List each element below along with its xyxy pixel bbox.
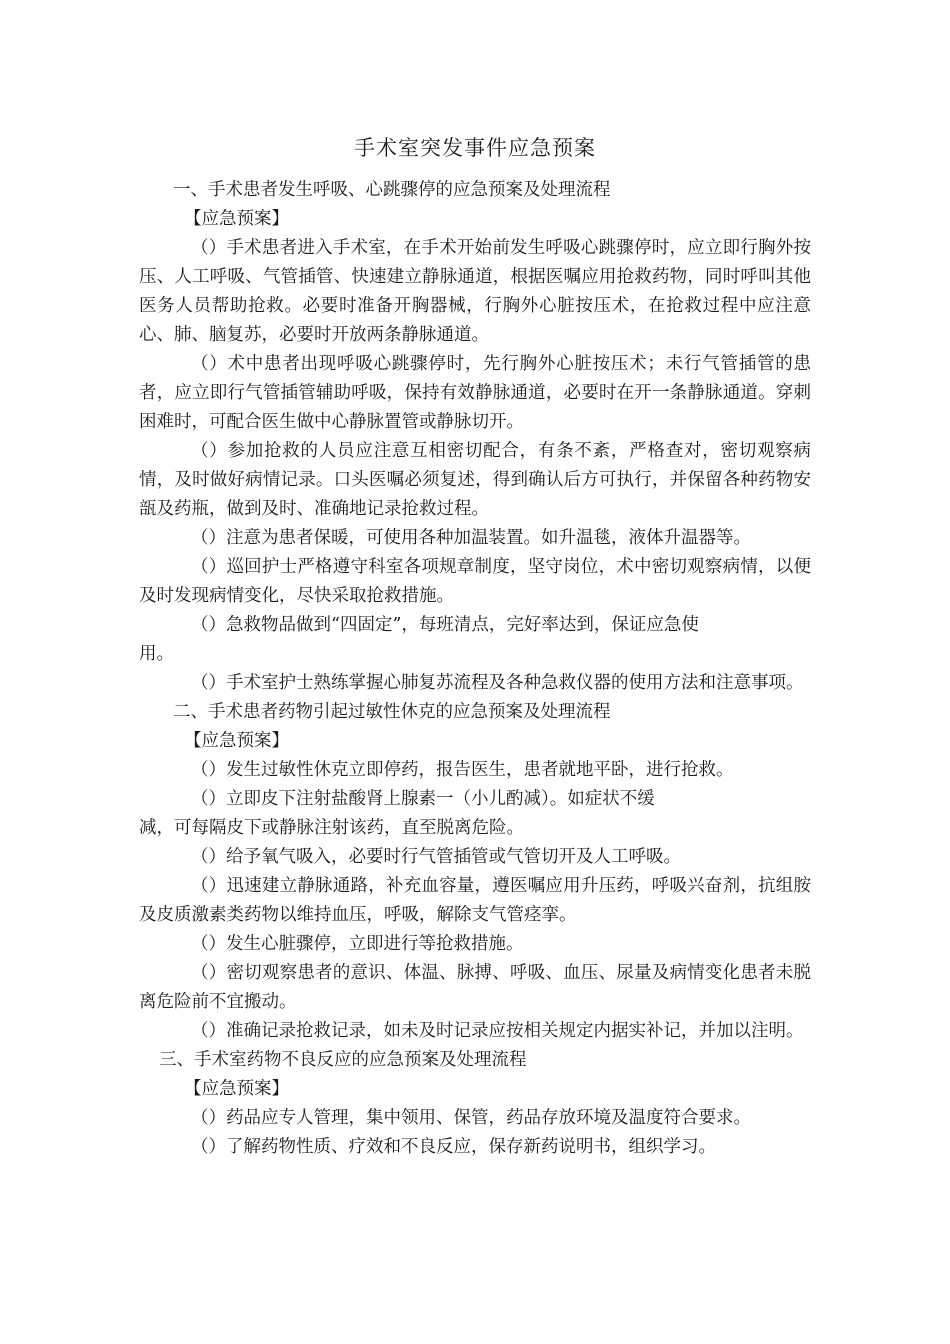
list-item: （）药品应专人管理，集中领用、保管，药品存放环境及温度符合要求。 xyxy=(191,1108,751,1128)
list-item: （）发生心脏骤停，立即进行等抢救措施。 xyxy=(191,934,524,954)
list-item: （）巡回护士严格遵守科室各项规章制度，坚守岗位，术中密切观察病情，以便及时发现病情变化，尽快采取抢救措施。 xyxy=(139,557,811,606)
list-item: （）迅速建立静脉通路，补充血容量，遵医嘱应用升压药，呼吸兴奋剂，抗组胺及皮质激素类药物以维持血压，呼吸，解除支气管痉挛。 xyxy=(139,876,811,925)
list-item: （）急救物品做到“四固定”，每班清点，完好率达到，保证应急使 xyxy=(191,615,699,635)
section-heading: 二、手术患者药物引起过敏性休克的应急预案及处理流程 xyxy=(173,702,611,722)
list-item: （）给予氧气吸入，必要时行气管插管或气管切开及人工呼吸。 xyxy=(191,847,681,867)
section-tag: 【应急预案】 xyxy=(184,209,289,229)
section-heading: 三、手术室药物不良反应的应急预案及处理流程 xyxy=(159,1050,527,1070)
list-item: （）密切观察患者的意识、体温、脉搏、呼吸、血压、尿量及病情变化患者未脱离危险前不宜搬动。 xyxy=(139,963,811,1012)
list-item: （）参加抢救的人员应注意互相密切配合，有条不紊，严格查对，密切观察病情，及时做好病情记录。口头医嘱必须复述，得到确认后方可执行，并保留各种药物安瓿及药瓶，做到及时、准确地记录抢救过程。 xyxy=(139,441,811,519)
list-item: （）了解药物性质、疗效和不良反应，保存新药说明书，组织学习。 xyxy=(191,1137,716,1157)
list-item: （）立即皮下注射盐酸肾上腺素一（小儿酌减）。如症状不缓 xyxy=(191,789,655,809)
list-item: （）注意为患者保暖，可使用各种加温装置。如升温毯，液体升温器等。 xyxy=(191,528,751,548)
list-item: （）手术室护士熟练掌握心肺复苏流程及各种急救仪器的使用方法和注意事项。 xyxy=(191,673,804,693)
list-item-continuation: 用。 xyxy=(139,644,174,664)
document-title: 手术室突发事件应急预案 xyxy=(354,136,596,160)
section-heading: 一、手术患者发生呼吸、心跳骤停的应急预案及处理流程 xyxy=(173,180,611,200)
list-item: （）准确记录抢救记录，如未及时记录应按相关规定内据实补记，并加以注明。 xyxy=(191,1021,804,1041)
section-tag: 【应急预案】 xyxy=(184,1079,289,1099)
section-tag: 【应急预案】 xyxy=(184,731,289,751)
document-body xyxy=(139,176,811,1162)
list-item-continuation: 减，可每隔皮下或静脉注射该药，直至脱离危险。 xyxy=(139,818,524,838)
list-item: （）手术患者进入手术室，在手术开始前发生呼吸心跳骤停时，应立即行胸外按压、人工呼吸、气管插管、快速建立静脉通道，根据医嘱应用抢救药物，同时呼叫其他医务人员帮助抢救。必要时准备开胸器械，行胸外心脏按压术，在抢救过程中应注意心、肺、脑复苏，必要时开放两条静脉通道。 xyxy=(139,238,811,345)
list-item: （）术中患者出现呼吸心跳骤停时，先行胸外心脏按压术；未行气管插管的患者，应立即行气管插管辅助呼吸，保持有效静脉通道，必要时在开一条静脉通道。穿刺困难时，可配合医生做中心静脉置管或静脉切开。 xyxy=(139,354,811,432)
list-item: （）发生过敏性休克立即停药，报告医生，患者就地平卧，进行抢救。 xyxy=(191,760,734,780)
